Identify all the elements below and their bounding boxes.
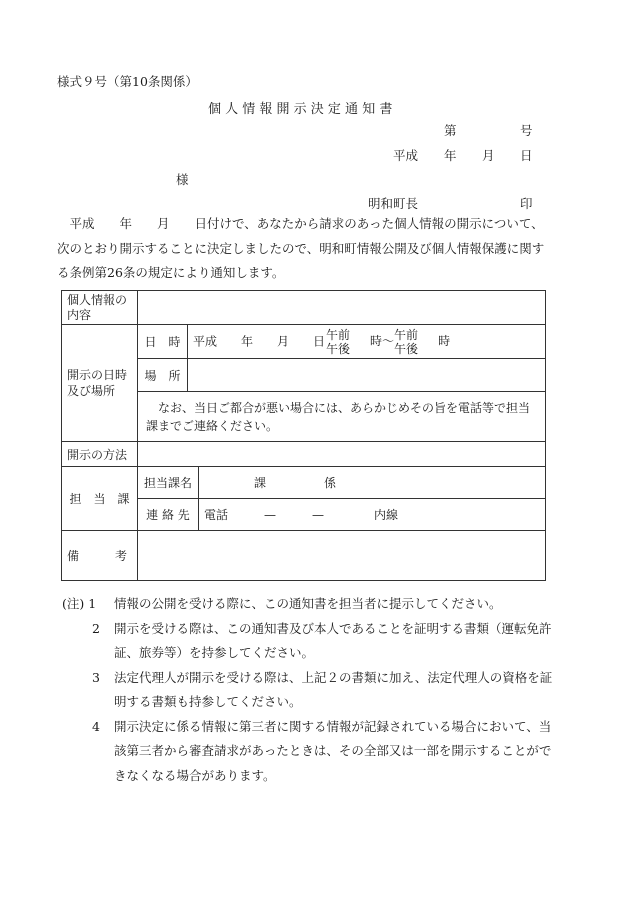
seal-mark: 印 <box>520 196 533 211</box>
am-pm-end: 午前 午後 <box>394 327 419 356</box>
remarks-label: 備 考 <box>62 531 138 581</box>
number-go: 号 <box>520 123 533 138</box>
notice-text: なお、当日ご都合が悪い場合には、あらかじめその旨を電話等で担当課までご連絡ください。 <box>138 392 546 442</box>
method-value <box>138 442 546 467</box>
note-item: 3 法定代理人が開示を受ける際は、上記２の書類に加え、法定代理人の資格を証明する書類も持参してください。 <box>92 669 553 709</box>
date-year: 年 <box>444 148 457 163</box>
content-value <box>138 291 546 325</box>
body-line: 次のとおり開示することに決定しましたので、明和町情報公開及び個人情報保護に関す <box>57 240 545 256</box>
body-line: 平成 年 月 日付けで、あなたから請求のあった個人情報の開示について、 <box>57 216 544 231</box>
place-value <box>188 359 546 392</box>
remarks-value <box>138 531 546 581</box>
note-item: 2 開示を受ける際は、この通知書及び本人であることを証明する書類（運転免許証、旅券等）を持参してください。 <box>92 620 552 660</box>
issuer-name: 明和町長 <box>368 196 419 211</box>
datetime-place-label: 開示の日時及び場所 <box>62 325 138 442</box>
number-dai: 第 <box>444 123 457 138</box>
datetime-label: 日 時 <box>138 325 188 359</box>
page-title: 個 人 情 報 開 示 決 定 通 知 書 <box>208 102 393 117</box>
tanto-label: 担 当 課 <box>62 467 138 531</box>
disclosure-table <box>61 290 546 581</box>
method-label: 開示の方法 <box>62 442 138 467</box>
date-day: 日 <box>520 148 533 163</box>
place-label: 場 所 <box>138 359 188 392</box>
date-era: 平成 <box>393 148 419 163</box>
body-paragraph <box>57 212 552 286</box>
content-label: 個人情報の内容 <box>62 291 138 325</box>
body-line: る条例第26条の規定により通知します。 <box>57 265 285 280</box>
datetime-value: 平成 年 月 日 午前 午後 時～ 午前 午後 時 <box>188 325 546 359</box>
dept-name-label: 担当課名 <box>138 467 199 499</box>
recipient-suffix: 様 <box>176 172 189 187</box>
form-label: 様式９号（第10条関係） <box>57 74 198 89</box>
contact-label: 連 絡 先 <box>138 499 199 531</box>
am-pm-start: 午前 午後 <box>326 327 351 356</box>
note-item: (注) 1 情報の公開を受ける際に、この通知書を担当者に提示してください。 <box>62 596 502 611</box>
contact-value: 電話 — — 内線 <box>199 499 546 531</box>
note-item: 4 開示決定に係る情報に第三者に関する情報が記録されている場合において、当該第三者から審査請求があったときは、その全部又は一部を開示することができなくなる場合があります。 <box>92 718 552 783</box>
dept-name-value: 課 係 <box>199 467 546 499</box>
date-month: 月 <box>482 148 495 163</box>
notes-section <box>62 592 562 788</box>
